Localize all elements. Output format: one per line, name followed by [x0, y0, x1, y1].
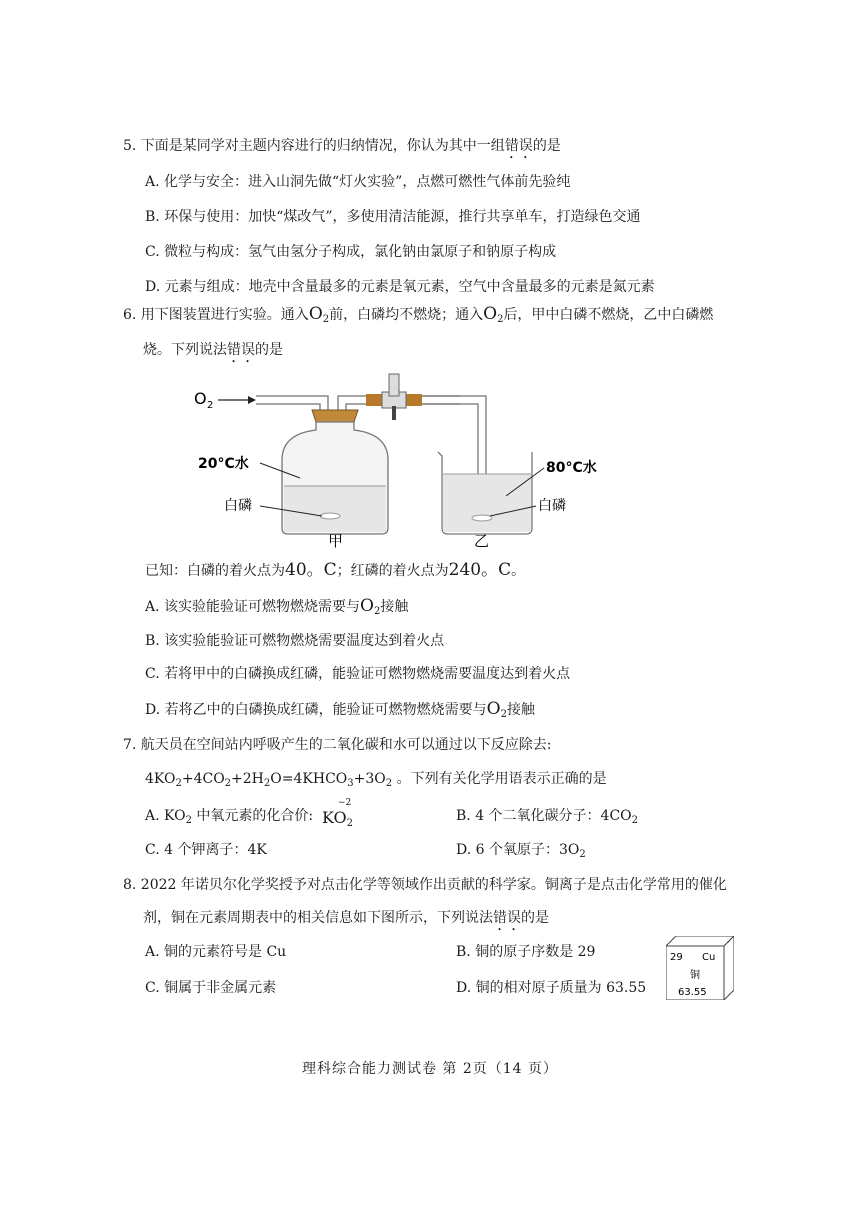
- cell-symbol: Cu: [702, 952, 716, 963]
- fig-o2-sub: 2: [207, 400, 214, 411]
- fig-valve-right: [406, 394, 422, 406]
- fig-jar-phosphorus: [320, 513, 340, 519]
- q7-stem: 7. 航天员在空间站内呼吸产生的二氧化碳和水可以通过以下反应除去:: [123, 737, 552, 753]
- fig-valve-stem: [392, 406, 396, 420]
- q6-known: 已知：白磷的着火点为40。C；红磷的着火点为240。C。: [145, 560, 526, 580]
- fig-beaker-water: [443, 474, 531, 532]
- q8-stem-line1: 8. 2022 年诺贝尔化学奖授予对点击化学等领域作出贡献的科学家。铜离子是点击化学常用的催化: [123, 877, 727, 893]
- q5-option-b: B. 环保与使用：加快“煤改气”，多使用清洁能源，推行共享单车，打造绿色交通: [145, 209, 641, 225]
- q7-valence-formula: −2 $KO_2$: [322, 798, 354, 829]
- q8-option-d: D. 铜的相对原子质量为 63.55: [456, 980, 647, 996]
- fig-phos-right-label: 白磷: [538, 498, 566, 514]
- q7-equation: $4KO_2+4CO_2+2H_2O=4KHCO_3+3O_2$ 。下列有关化学用语表示正确的是: [145, 771, 607, 789]
- q5-stem: 5. 下面是某同学对主题内容进行的归纳情况，你认为其中一组错误的是: [123, 138, 561, 154]
- periodic-cell-copper: [666, 936, 734, 1000]
- q5-option-a: A. 化学与安全：进入山洞先做“灯火实验”，点燃可燃性气体前先验纯: [145, 174, 571, 190]
- fig-phos-left-label: 白磷: [224, 498, 252, 514]
- fig-beaker-phosphorus: [472, 515, 492, 521]
- q7-option-c: C. 4 个钾离子：4K: [145, 842, 267, 858]
- q7-option-b: B. 4 个二氧化碳分子：$4CO_2$: [456, 808, 639, 826]
- q6-stem-line2: 烧。下列说法错误的是: [143, 342, 283, 358]
- q8-option-b: B. 铜的原子序数是 29: [456, 944, 596, 960]
- q5-option-d: D. 元素与组成：地壳中含量最多的元素是氧元素，空气中含量最多的元素是氮元素: [145, 279, 655, 295]
- q6-option-a: A. 该实验能验证可燃物燃烧需要与$O_2$接触: [145, 596, 409, 617]
- fig-o2-label: O: [194, 389, 207, 408]
- q8-option-c: C. 铜属于非金属元素: [145, 980, 277, 996]
- q8-option-a: A. 铜的元素符号是 Cu: [145, 944, 287, 960]
- cell-atomic-number: 29: [670, 952, 683, 963]
- cell-mass: 63.55: [678, 987, 707, 998]
- cell-name: 铜: [690, 970, 700, 981]
- q6-stem-line1: 6. 用下图装置进行实验。通入$O_2$前，白磷均不燃烧；通入$O_2$后，甲中白磷不燃烧，乙中白磷燃: [123, 304, 714, 325]
- fig-jar-water: [284, 486, 386, 532]
- fig-arrow-head: [248, 396, 256, 404]
- q6-option-d: D. 若将乙中的白磷换成红磷，能验证可燃物燃烧需要与$O_2$接触: [145, 699, 535, 720]
- fig-label-yi: 乙: [474, 532, 490, 548]
- q5-option-c: C. 微粒与构成：氢气由氢分子构成，氯化钠由氯原子和钠原子构成: [145, 244, 557, 260]
- q6-apparatus-figure: [190, 368, 610, 548]
- fig-left-temp: 20°C水: [198, 456, 249, 472]
- q6-option-b: B. 该实验能验证可燃物燃烧需要温度达到着火点: [145, 633, 445, 649]
- fig-valve-handle: [389, 374, 399, 396]
- fig-label-jia: 甲: [328, 532, 344, 548]
- q7-option-a: A. $KO_2$ 中氧元素的化合价:: [145, 808, 314, 826]
- fig-right-temp: 80°C水: [546, 460, 597, 476]
- q7-option-d: D. 6 个氧原子：$3O_2$: [456, 842, 586, 860]
- fig-stopper: [312, 410, 358, 422]
- page-footer: 理科综合能力测试卷 第 2页（14 页）: [301, 1061, 559, 1077]
- q8-stem-line2: 剂，铜在元素周期表中的相关信息如下图所示，下列说法错误的是: [143, 910, 549, 926]
- q6-option-c: C. 若将甲中的白磷换成红磷，能验证可燃物燃烧需要温度达到着火点: [145, 666, 571, 682]
- fig-valve-left: [366, 394, 382, 406]
